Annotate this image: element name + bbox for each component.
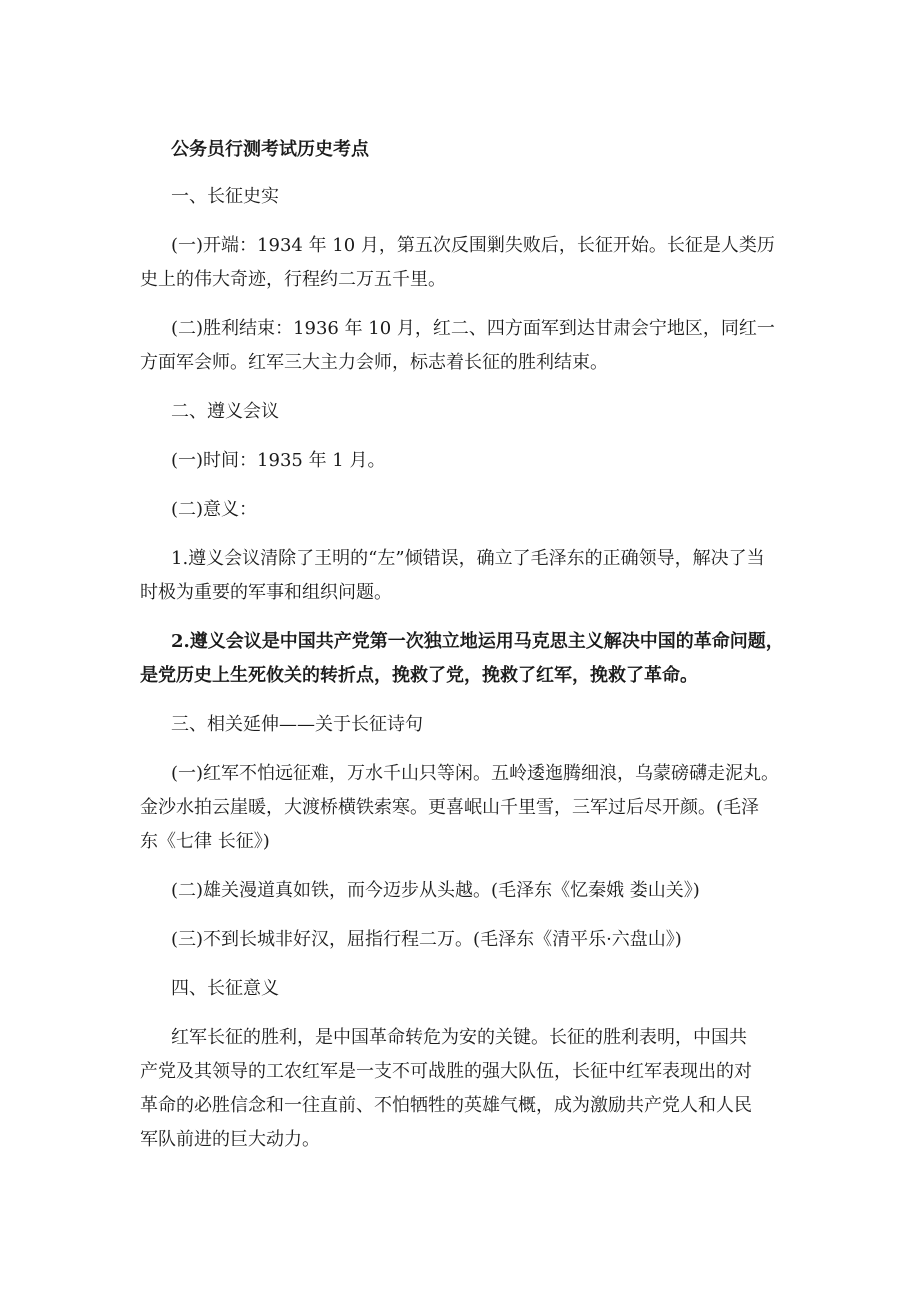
paragraph-line: (一)红军不怕远征难，万水千山只等闲。五岭逶迤腾细浪，乌蒙磅礴走泥丸。	[171, 763, 780, 784]
paragraph-line: (一)时间：1935 年 1 月。	[171, 450, 386, 471]
paragraph-line: (二)胜利结束：1936 年 10 月，红二、四方面军到达甘肃会宁地区，同红一	[171, 318, 775, 339]
paragraph-line: 时极为重要的军事和组织问题。	[140, 582, 392, 603]
paragraph-line: 产党及其领导的工农红军是一支不可战胜的强大队伍，长征中红军表现出的对	[140, 1061, 752, 1082]
paragraph-line: (二)意义：	[171, 499, 258, 520]
section-heading-3: 三、相关延伸——关于长征诗句	[171, 714, 423, 735]
section-heading-1: 一、长征史实	[171, 186, 279, 207]
paragraph-line: 方面军会师。红军三大主力会师，标志着长征的胜利结束。	[140, 352, 608, 373]
paragraph-line: (一)开端：1934 年 10 月，第五次反围剿失败后，长征开始。长征是人类历	[171, 235, 775, 256]
paragraph-line: 军队前进的巨大动力。	[140, 1129, 320, 1150]
paragraph-line: (二)雄关漫道真如铁，而今迈步从头越。(毛泽东《忆秦娥 娄山关》)	[171, 880, 700, 901]
paragraph-line: 是党历史上生死攸关的转折点，挽救了党，挽救了红军，挽救了革命。	[140, 665, 698, 686]
section-heading-2: 二、遵义会议	[171, 401, 279, 422]
paragraph-line: (三)不到长城非好汉，屈指行程二万。(毛泽东《清平乐·六盘山》)	[171, 929, 682, 950]
paragraph-line: 红军长征的胜利，是中国革命转危为安的关键。长征的胜利表明，中国共	[171, 1027, 747, 1048]
paragraph-line: 金沙水拍云崖暖，大渡桥横铁索寒。更喜岷山千里雪，三军过后尽开颜。(毛泽	[140, 797, 760, 818]
paragraph-line: 革命的必胜信念和一往直前、不怕牺牲的英雄气概，成为激励共产党人和人民	[140, 1095, 752, 1116]
paragraph-line: 东《七律 长征》)	[140, 831, 270, 852]
document-title: 公务员行测考试历史考点	[171, 139, 369, 160]
paragraph-line: 2.遵义会议是中国共产党第一次独立地运用马克思主义解决中国的革命问题，	[171, 631, 784, 652]
section-heading-4: 四、长征意义	[171, 978, 279, 999]
paragraph-line: 史上的伟大奇迹，行程约二万五千里。	[140, 269, 446, 290]
paragraph-line: 1.遵义会议清除了王明的“左”倾错误，确立了毛泽东的正确领导，解决了当	[171, 548, 765, 569]
